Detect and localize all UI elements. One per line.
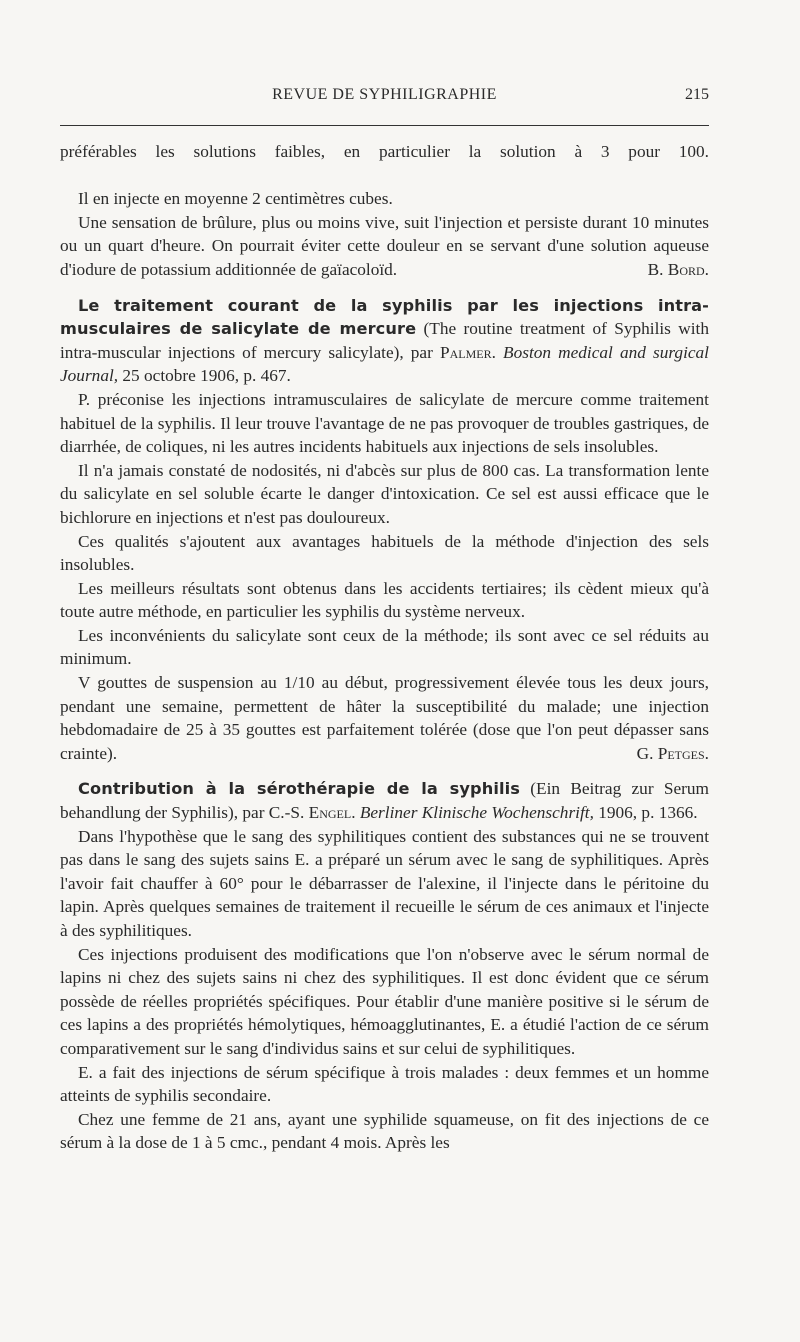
signature: B. Bord. [647,259,709,279]
running-title: REVUE DE SYPHILIGRAPHIE [272,86,497,103]
journal: Boston medical and surgical Journal, [60,342,709,386]
paragraph: préférables les solutions faibles, en particulier la solution à 3 pour 100. [60,142,709,161]
paragraph: Il en injecte en moyenne 2 centimètres cubes. [78,189,393,209]
journal: Berliner Klinische Wochenschrift, [359,803,594,823]
paragraph: V gouttes de suspension au 1/10 au début, progressivement élevée tous les deux jours, pendant une semaine, permettent de hâter la susceptibilité du malade; une injection hebdomadaire de 25 à 35 gouttes est parfaitement tolérée (dose que l'on peut dépasser sans crainte). G. Petges. [60,671,709,765]
article-heading: Contribution à la sérothérapie de la syphilis (Ein Beitrag zur Serum behandlung der Syphilis), par C.-S. Engel. Berliner Klinische Wochenschrift, 1906, p. 1366. [60,779,709,823]
paragraph: Ces qualités s'ajoutent aux avantages habituels de la méthode d'injection des sels insolubles. [60,531,709,575]
article-title: Contribution à la sérothérapie de la syphilis [78,779,520,799]
author: Palmer [439,342,492,362]
paragraph: P. préconise les injections intramusculaires de salicylate de mercure comme traitement habituel de la syphilis. Il leur trouve l'avantage de ne pas provoquer de troubles gastriques, de diarrhée, de coliques, ni les autres incidents habituels aux injections de sels insolubles. [60,389,709,457]
paragraph: E. a fait des injections de sérum spécifique à trois malades : deux femmes et un homme atteints de syphilis secondaire. [60,1062,709,1106]
article-heading: Le traitement courant de la syphilis par les injections intra-musculaires de salicylate de mercure (The routine treatment of Syphilis with intra-muscular injections of mercury salicylate), par Palmer. Boston medical and surgical Journal, 25 octobre 1906, p. 467. [60,295,709,386]
paragraph: Chez une femme de 21 ans, ayant une syphilide squameuse, on fit des injections de ce sérum à la dose de 1 à 5 cmc., pendant 4 mois. Après les [60,1109,709,1153]
author: C.-S. Engel [268,803,352,823]
paragraph: Une sensation de brûlure, plus ou moins vive, suit l'injection et persiste durant 10 minutes ou un quart d'heure. On pourrait éviter cette douleur en se servant d'une solution aqueuse d'iodure de potassium additionnée de gaïacoloïd. B. Bord. [60,211,709,282]
paragraph: Les meilleurs résultats sont obtenus dans les accidents tertiaires; ils cèdent mieux qu'à toute autre méthode, en particulier les syphilis du système nerveux. [60,578,709,622]
paragraph: Ces injections produisent des modifications que l'on n'observe avec le sérum normal de lapins ni chez des sujets sains ni chez des syphilitiques. Il est donc évident que ce sérum possède de réelles propriétés spécifiques. Pour établir d'une manière positive si le sérum de ces lapins a des propriétés hémolytiques, hémoagglutinantes, E. a étudié l'action de ce sérum comparativement sur le sang d'individus sains et sur celui de syphilitiques. [60,944,709,1058]
page-header [60,86,709,110]
paragraph: Il n'a jamais constaté de nodosités, ni d'abcès sur plus de 800 cas. La transformation lente du salicylate en sel soluble écarte le danger d'intoxication. Ce sel est aussi efficace que le bichlorure en injections et n'est pas douloureux. [60,460,709,527]
article-title: Le traitement courant de la syphilis par les injections intra-musculaires de salicylate de mercure [60,295,709,339]
paragraph: Les inconvénients du salicylate sont ceux de la méthode; ils sont avec ce sel réduits au minimum. [60,625,709,669]
body-text [60,140,709,1155]
signature: G. Petges. [636,743,709,763]
header-rule [60,125,709,126]
page-number: 215 [685,86,709,103]
paragraph: Dans l'hypothèse que le sang des syphilitiques contient des substances qui ne se trouvent pas dans le sang des sujets sains E. a préparé un sérum avec le sang de syphilitiques. Après l'avoir fait chauffer à 60° pour le débarrasser de l'alexine, il l'injecte dans le péritoine du lapin. Après quelques semaines de traitement il recueille le sérum de ces animaux et l'injecte à des syphilitiques. [60,826,709,940]
